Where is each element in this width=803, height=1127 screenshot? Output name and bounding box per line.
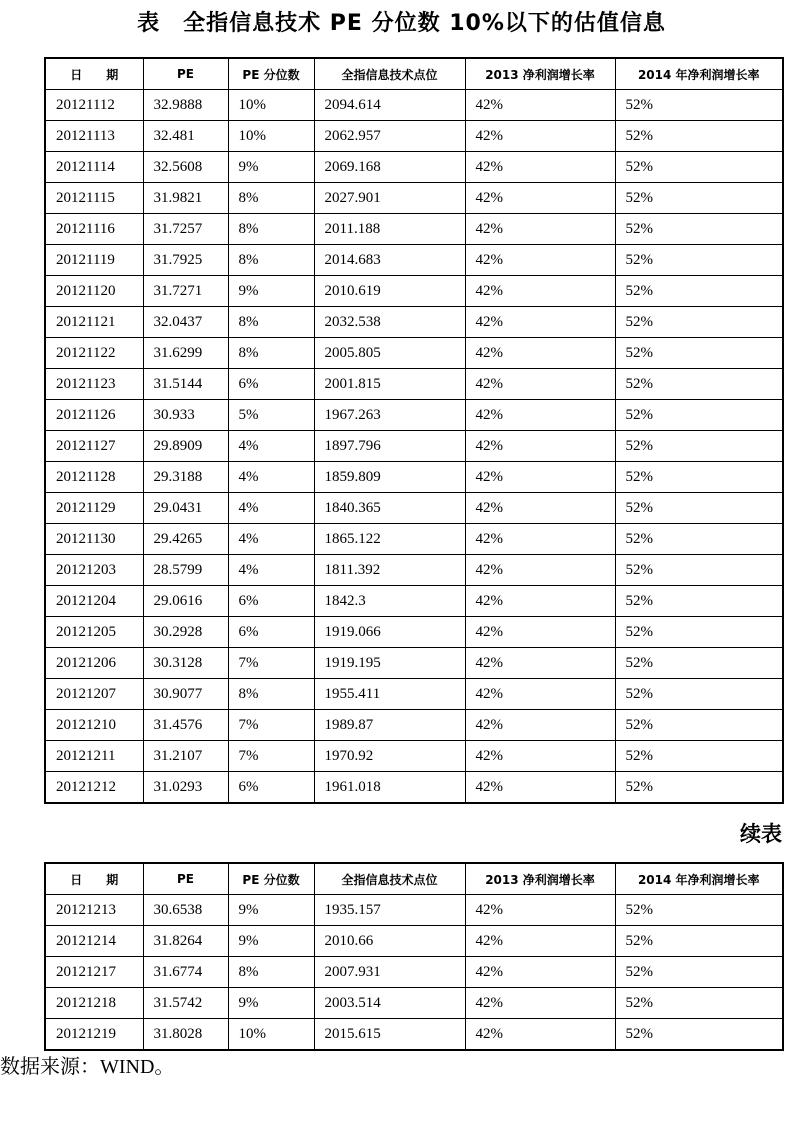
continuation-table xyxy=(44,862,784,1051)
table-cell: 31.8028 xyxy=(143,1019,228,1051)
table-cell: 32.5608 xyxy=(143,152,228,183)
table-cell: 20121127 xyxy=(45,431,143,462)
table-cell: 8% xyxy=(228,338,314,369)
table-cell: 1842.3 xyxy=(314,586,465,617)
table-cell: 20121122 xyxy=(45,338,143,369)
table-cell: 2005.805 xyxy=(314,338,465,369)
table-cell: 42% xyxy=(465,462,615,493)
table-cell: 4% xyxy=(228,493,314,524)
table-cell: 31.7925 xyxy=(143,245,228,276)
table-cell: 30.9077 xyxy=(143,679,228,710)
table-row xyxy=(45,710,783,741)
table-row xyxy=(45,183,783,214)
table-cell: 1935.157 xyxy=(314,895,465,926)
table-cell: 2027.901 xyxy=(314,183,465,214)
table-row xyxy=(45,214,783,245)
table-cell: 42% xyxy=(465,555,615,586)
table-cell: 30.6538 xyxy=(143,895,228,926)
table-row xyxy=(45,493,783,524)
table-row xyxy=(45,462,783,493)
table-cell: 52% xyxy=(615,988,783,1019)
column-header-pe: PE xyxy=(143,863,228,895)
table-row xyxy=(45,90,783,121)
table-cell: 52% xyxy=(615,555,783,586)
table-row xyxy=(45,307,783,338)
table-cell: 42% xyxy=(465,400,615,431)
table-cell: 2003.514 xyxy=(314,988,465,1019)
table-cell: 31.5144 xyxy=(143,369,228,400)
table-cell: 10% xyxy=(228,121,314,152)
table-cell: 7% xyxy=(228,741,314,772)
table-cell: 20121123 xyxy=(45,369,143,400)
table-cell: 42% xyxy=(465,431,615,462)
table-cell: 52% xyxy=(615,895,783,926)
table-cell: 52% xyxy=(615,276,783,307)
table-cell: 32.9888 xyxy=(143,90,228,121)
table-cell: 8% xyxy=(228,183,314,214)
table-cell: 42% xyxy=(465,369,615,400)
table-row xyxy=(45,276,783,307)
table-cell: 52% xyxy=(615,493,783,524)
column-header-pe-percentile: PE 分位数 xyxy=(228,863,314,895)
table-cell: 1919.066 xyxy=(314,617,465,648)
table-cell: 42% xyxy=(465,617,615,648)
table-row xyxy=(45,988,783,1019)
table-cell: 52% xyxy=(615,772,783,804)
table-cell: 52% xyxy=(615,462,783,493)
table-cell: 52% xyxy=(615,710,783,741)
table-cell: 8% xyxy=(228,307,314,338)
column-header-2013-growth: 2013 净利润增长率 xyxy=(465,863,615,895)
table-cell: 42% xyxy=(465,988,615,1019)
table-cell: 8% xyxy=(228,245,314,276)
table-cell: 52% xyxy=(615,1019,783,1051)
table-cell: 42% xyxy=(465,1019,615,1051)
table-cell: 2014.683 xyxy=(314,245,465,276)
column-header-pe: PE xyxy=(143,58,228,90)
table-cell: 30.933 xyxy=(143,400,228,431)
table-row xyxy=(45,648,783,679)
table-cell: 6% xyxy=(228,586,314,617)
table-cell: 2007.931 xyxy=(314,957,465,988)
table-cell: 2062.957 xyxy=(314,121,465,152)
column-header-index-points: 全指信息技术点位 xyxy=(314,58,465,90)
column-header-pe-percentile: PE 分位数 xyxy=(228,58,314,90)
table-cell: 20121116 xyxy=(45,214,143,245)
table-cell: 29.0616 xyxy=(143,586,228,617)
table-cell: 20121129 xyxy=(45,493,143,524)
table-cell: 52% xyxy=(615,741,783,772)
table-cell: 42% xyxy=(465,524,615,555)
table-cell: 42% xyxy=(465,152,615,183)
table-cell: 31.7271 xyxy=(143,276,228,307)
table-row xyxy=(45,586,783,617)
table-cell: 2069.168 xyxy=(314,152,465,183)
table-row xyxy=(45,245,783,276)
table-cell: 6% xyxy=(228,369,314,400)
table-cell: 20121119 xyxy=(45,245,143,276)
table-cell: 9% xyxy=(228,926,314,957)
table-cell: 10% xyxy=(228,1019,314,1051)
table-cell: 6% xyxy=(228,772,314,804)
table-cell: 2032.538 xyxy=(314,307,465,338)
table-cell: 2001.815 xyxy=(314,369,465,400)
table-cell: 42% xyxy=(465,121,615,152)
table-row xyxy=(45,772,783,804)
table-cell: 20121207 xyxy=(45,679,143,710)
table-cell: 52% xyxy=(615,152,783,183)
table-cell: 20121218 xyxy=(45,988,143,1019)
table-cell: 32.481 xyxy=(143,121,228,152)
table-cell: 42% xyxy=(465,772,615,804)
table-cell: 52% xyxy=(615,121,783,152)
table-cell: 42% xyxy=(465,710,615,741)
table-cell: 52% xyxy=(615,214,783,245)
table-cell: 31.7257 xyxy=(143,214,228,245)
column-header-2014-growth: 2014 年净利润增长率 xyxy=(615,58,783,90)
table-cell: 1955.411 xyxy=(314,679,465,710)
table-cell: 2010.66 xyxy=(314,926,465,957)
table-cell: 20121206 xyxy=(45,648,143,679)
table-cell: 1989.87 xyxy=(314,710,465,741)
table-cell: 29.0431 xyxy=(143,493,228,524)
table-cell: 42% xyxy=(465,895,615,926)
table-cell: 8% xyxy=(228,957,314,988)
table-cell: 20121113 xyxy=(45,121,143,152)
table-cell: 31.6299 xyxy=(143,338,228,369)
table-cell: 42% xyxy=(465,338,615,369)
table-cell: 20121115 xyxy=(45,183,143,214)
table-cell: 52% xyxy=(615,926,783,957)
table-row xyxy=(45,617,783,648)
table-cell: 4% xyxy=(228,462,314,493)
table-cell: 20121219 xyxy=(45,1019,143,1051)
table-row xyxy=(45,679,783,710)
table-cell: 20121211 xyxy=(45,741,143,772)
table-cell: 52% xyxy=(615,617,783,648)
table-cell: 52% xyxy=(615,183,783,214)
table-cell: 1919.195 xyxy=(314,648,465,679)
table-cell: 20121205 xyxy=(45,617,143,648)
table-cell: 20121217 xyxy=(45,957,143,988)
column-header-date: 日 期 xyxy=(45,863,143,895)
table-cell: 20121126 xyxy=(45,400,143,431)
table-cell: 52% xyxy=(615,400,783,431)
table-cell: 31.9821 xyxy=(143,183,228,214)
table-row xyxy=(45,431,783,462)
table-cell: 42% xyxy=(465,679,615,710)
table-cell: 29.8909 xyxy=(143,431,228,462)
table-cell: 1961.018 xyxy=(314,772,465,804)
table-cell: 52% xyxy=(615,338,783,369)
table-row xyxy=(45,369,783,400)
table-cell: 42% xyxy=(465,741,615,772)
column-header-2013-growth: 2013 净利润增长率 xyxy=(465,58,615,90)
table-cell: 52% xyxy=(615,957,783,988)
table-cell: 20121210 xyxy=(45,710,143,741)
table-cell: 42% xyxy=(465,90,615,121)
table-cell: 2015.615 xyxy=(314,1019,465,1051)
table-cell: 52% xyxy=(615,648,783,679)
table-cell: 52% xyxy=(615,524,783,555)
table-cell: 30.3128 xyxy=(143,648,228,679)
table-cell: 10% xyxy=(228,90,314,121)
table-cell: 1865.122 xyxy=(314,524,465,555)
table-cell: 28.5799 xyxy=(143,555,228,586)
table-cell: 31.5742 xyxy=(143,988,228,1019)
table-cell: 31.2107 xyxy=(143,741,228,772)
table-cell: 8% xyxy=(228,679,314,710)
table-cell: 52% xyxy=(615,679,783,710)
table-cell: 9% xyxy=(228,895,314,926)
table-cell: 32.0437 xyxy=(143,307,228,338)
table-cell: 8% xyxy=(228,214,314,245)
table-cell: 20121112 xyxy=(45,90,143,121)
table-cell: 1970.92 xyxy=(314,741,465,772)
table-cell: 31.8264 xyxy=(143,926,228,957)
table-cell: 42% xyxy=(465,957,615,988)
table-cell: 31.0293 xyxy=(143,772,228,804)
table-cell: 20121128 xyxy=(45,462,143,493)
table-cell: 52% xyxy=(615,586,783,617)
table-cell: 42% xyxy=(465,183,615,214)
continuation-label: 续表 xyxy=(740,822,782,846)
table-cell: 42% xyxy=(465,214,615,245)
column-header-index-points: 全指信息技术点位 xyxy=(314,863,465,895)
table-cell: 20121214 xyxy=(45,926,143,957)
table-cell: 7% xyxy=(228,710,314,741)
table-cell: 52% xyxy=(615,245,783,276)
table-cell: 20121213 xyxy=(45,895,143,926)
table-cell: 42% xyxy=(465,493,615,524)
table-cell: 20121203 xyxy=(45,555,143,586)
table-cell: 7% xyxy=(228,648,314,679)
table-cell: 4% xyxy=(228,524,314,555)
table-cell: 1967.263 xyxy=(314,400,465,431)
table-cell: 20121212 xyxy=(45,772,143,804)
table-cell: 1840.365 xyxy=(314,493,465,524)
page-title: 表 全指信息技术 PE 分位数 10%以下的估值信息 xyxy=(137,11,666,36)
table-cell: 6% xyxy=(228,617,314,648)
table-row xyxy=(45,926,783,957)
table-cell: 42% xyxy=(465,926,615,957)
table-cell: 2010.619 xyxy=(314,276,465,307)
table-row xyxy=(45,741,783,772)
header-row xyxy=(45,58,783,90)
column-header-2014-growth: 2014 年净利润增长率 xyxy=(615,863,783,895)
table-cell: 42% xyxy=(465,586,615,617)
table-cell: 9% xyxy=(228,276,314,307)
header-row xyxy=(45,863,783,895)
table-cell: 1897.796 xyxy=(314,431,465,462)
table-row xyxy=(45,338,783,369)
table-cell: 42% xyxy=(465,276,615,307)
table-cell: 20121121 xyxy=(45,307,143,338)
table-cell: 20121130 xyxy=(45,524,143,555)
table-cell: 1859.809 xyxy=(314,462,465,493)
table-row xyxy=(45,895,783,926)
table-cell: 4% xyxy=(228,431,314,462)
table-cell: 42% xyxy=(465,245,615,276)
table-cell: 52% xyxy=(615,90,783,121)
data-source-note: 数据来源：WIND。 xyxy=(0,1056,175,1078)
table-cell: 52% xyxy=(615,431,783,462)
table-cell: 20121114 xyxy=(45,152,143,183)
table-cell: 29.3188 xyxy=(143,462,228,493)
table-cell: 30.2928 xyxy=(143,617,228,648)
main-table xyxy=(44,57,784,804)
table-row xyxy=(45,957,783,988)
table-row xyxy=(45,1019,783,1051)
table-cell: 9% xyxy=(228,988,314,1019)
table-cell: 2094.614 xyxy=(314,90,465,121)
table-cell: 9% xyxy=(228,152,314,183)
table-cell: 52% xyxy=(615,369,783,400)
table-cell: 31.6774 xyxy=(143,957,228,988)
table-row xyxy=(45,400,783,431)
table-cell: 20121120 xyxy=(45,276,143,307)
table-row xyxy=(45,152,783,183)
table-cell: 1811.392 xyxy=(314,555,465,586)
table-row xyxy=(45,121,783,152)
table-cell: 42% xyxy=(465,648,615,679)
table-cell: 4% xyxy=(228,555,314,586)
table-cell: 31.4576 xyxy=(143,710,228,741)
table-cell: 5% xyxy=(228,400,314,431)
table-cell: 2011.188 xyxy=(314,214,465,245)
table-row xyxy=(45,555,783,586)
table-cell: 52% xyxy=(615,307,783,338)
table-cell: 29.4265 xyxy=(143,524,228,555)
table-cell: 20121204 xyxy=(45,586,143,617)
table-cell: 42% xyxy=(465,307,615,338)
table-row xyxy=(45,524,783,555)
column-header-date: 日 期 xyxy=(45,58,143,90)
